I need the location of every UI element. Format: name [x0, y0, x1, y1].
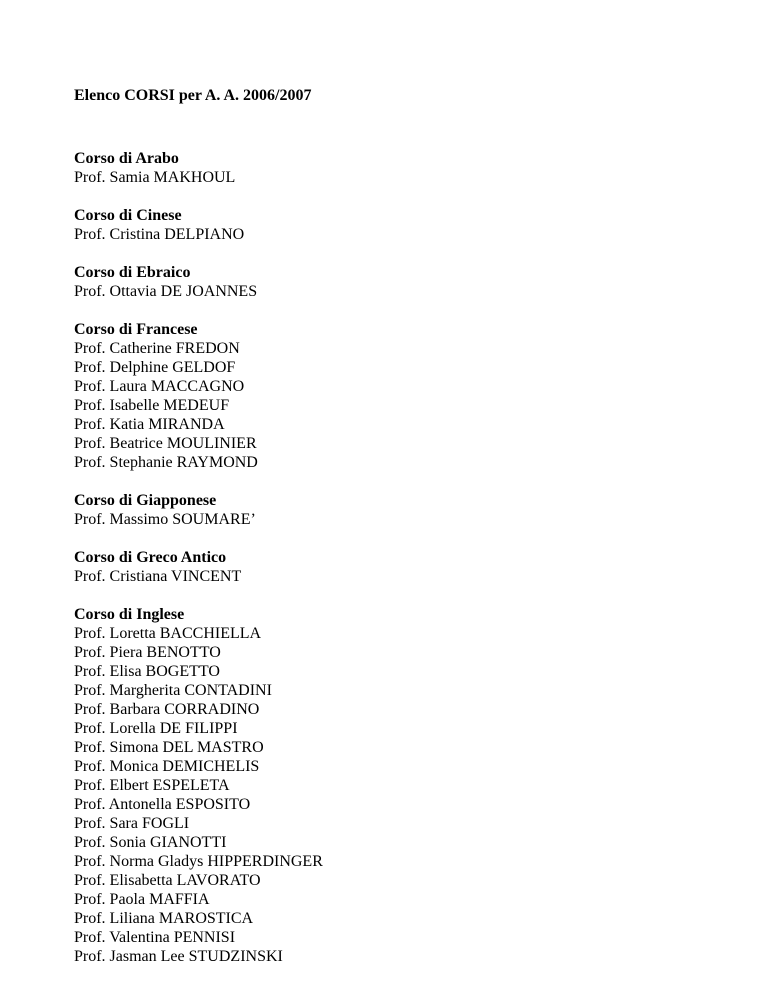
course-list	[74, 149, 734, 966]
teacher-name: Prof. Simona DEL MASTRO	[74, 739, 264, 756]
teacher-name: Prof. Antonella ESPOSITO	[74, 796, 251, 813]
teacher-name: Prof. Sara FOGLI	[74, 815, 190, 832]
document-page	[74, 86, 734, 985]
teacher-name: Prof. Sonia GIANOTTI	[74, 834, 227, 851]
teacher-name: Prof. Lorella DE FILIPPI	[74, 720, 238, 737]
teacher-name: Prof. Catherine FREDON	[74, 340, 240, 357]
teacher-name: Prof. Jasman Lee STUDZINSKI	[74, 948, 283, 965]
teacher-name: Prof. Ottavia DE JOANNES	[74, 283, 258, 300]
teacher-name: Prof. Cristina DELPIANO	[74, 226, 245, 243]
teacher-name: Prof. Monica DEMICHELIS	[74, 758, 260, 775]
teacher-name: Prof. Loretta BACCHIELLA	[74, 625, 262, 642]
teacher-name: Prof. Barbara CORRADINO	[74, 701, 260, 718]
teacher-name: Prof. Massimo SOUMARE’	[74, 511, 256, 528]
teacher-name: Prof. Elbert ESPELETA	[74, 777, 230, 794]
teacher-name: Prof. Stephanie RAYMOND	[74, 454, 258, 471]
course-block	[74, 149, 734, 187]
title-spacer	[74, 105, 734, 149]
teacher-name: Prof. Margherita CONTADINI	[74, 682, 272, 699]
course-block	[74, 320, 734, 472]
teacher-name: Prof. Paola MAFFIA	[74, 891, 210, 908]
teacher-name: Prof. Laura MACCAGNO	[74, 378, 245, 395]
course-block	[74, 548, 734, 586]
document-title: Elenco CORSI per A. A. 2006/2007	[74, 87, 312, 104]
teacher-name: Prof. Samia MAKHOUL	[74, 169, 236, 186]
course-name: Corso di Giapponese	[74, 492, 217, 509]
teacher-name: Prof. Elisa BOGETTO	[74, 663, 220, 680]
teacher-name: Prof. Beatrice MOULINIER	[74, 435, 257, 452]
course-name: Corso di Inglese	[74, 606, 185, 623]
course-name: Corso di Cinese	[74, 207, 182, 224]
course-block	[74, 605, 734, 966]
course-block	[74, 206, 734, 244]
teacher-name: Prof. Delphine GELDOF	[74, 359, 236, 376]
teacher-name: Prof. Katia MIRANDA	[74, 416, 225, 433]
course-name: Corso di Greco Antico	[74, 549, 227, 566]
teacher-name: Prof. Liliana MAROSTICA	[74, 910, 254, 927]
teacher-name: Prof. Isabelle MEDEUF	[74, 397, 230, 414]
course-name: Corso di Francese	[74, 321, 198, 338]
teacher-name: Prof. Cristiana VINCENT	[74, 568, 242, 585]
teacher-name: Prof. Elisabetta LAVORATO	[74, 872, 261, 889]
course-block	[74, 263, 734, 301]
teacher-name: Prof. Norma Gladys HIPPERDINGER	[74, 853, 323, 870]
course-name: Corso di Ebraico	[74, 264, 191, 281]
course-block	[74, 491, 734, 529]
teacher-name: Prof. Piera BENOTTO	[74, 644, 221, 661]
teacher-name: Prof. Valentina PENNISI	[74, 929, 236, 946]
course-name: Corso di Arabo	[74, 150, 179, 167]
